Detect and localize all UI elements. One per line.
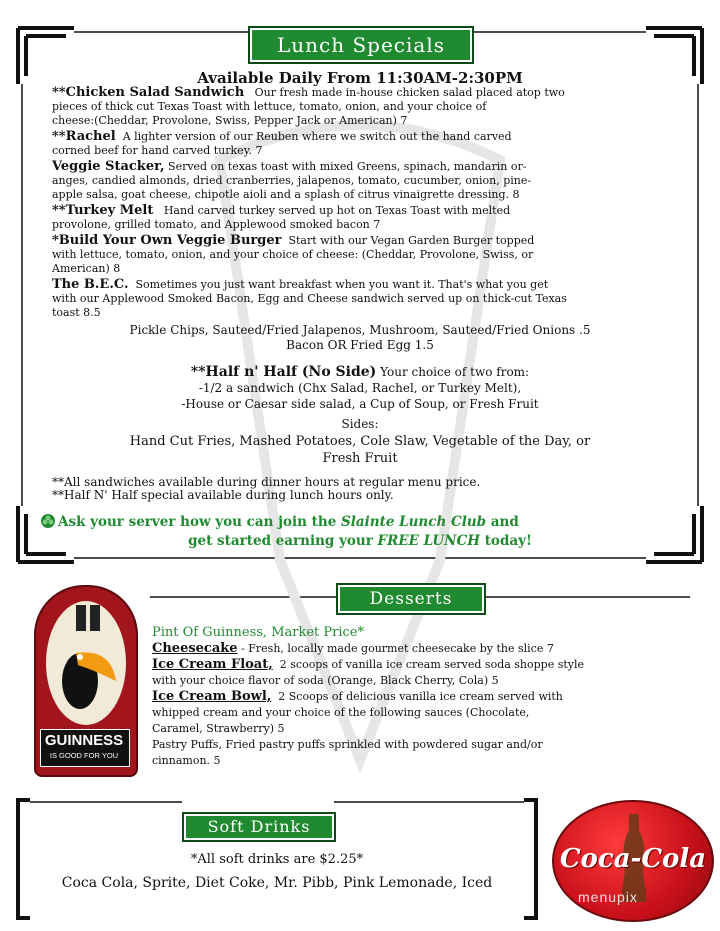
- note-line: **All sandwiches available during dinner hours at regular menu price.: [52, 475, 481, 489]
- soft-drinks-title: Soft Drinks: [207, 817, 311, 836]
- lunch-items: [52, 86, 682, 322]
- item-desc-line: with your choice flavor of soda (Orange, Black Cherry, Cola) 5: [152, 674, 499, 687]
- item-desc-line: provolone, grilled tomato, and Applewood smoked bacon 7: [52, 218, 381, 231]
- item-name: **Rachel: [52, 129, 116, 144]
- club-text: today!: [480, 533, 532, 549]
- lunch-item: [52, 160, 682, 204]
- half-title: **Half n' Half (No Side): [190, 364, 377, 380]
- dessert-item: [152, 690, 692, 738]
- half-intro: Your choice of two from:: [380, 365, 530, 379]
- menupix-watermark: menupix: [578, 889, 638, 905]
- item-desc-line: Our fresh made in-house chicken salad placed atop two: [254, 86, 565, 99]
- item-desc-line: Served on texas toast with mixed Greens, spinach, mandarin or-: [168, 160, 527, 173]
- item-name: Veggie Stacker,: [52, 159, 165, 174]
- item-name: Ice Cream Bowl,: [152, 689, 272, 704]
- item-desc-line: anges, candied almonds, dried cranberries, jalapenos, tomato, cucumber, onion, pine-: [52, 174, 532, 187]
- item-desc-line: Start with our Vegan Garden Burger topped: [288, 234, 535, 247]
- item-desc-line: toast 8.5: [52, 306, 101, 319]
- lunch-specials-banner: [248, 26, 474, 64]
- item-name: Cheesecake: [152, 641, 238, 656]
- item-desc-line: cheese:(Cheddar, Provolone, Swiss, Pepper Jack or American) 7: [52, 114, 408, 127]
- lunch-item: [52, 278, 682, 322]
- item-desc-line: with our Applewood Smoked Bacon, Egg and Cheese sandwich served up on thick-cut Texas: [52, 292, 567, 305]
- item-desc-line: Sometimes you just want breakfast when you want it. That's what you get: [135, 278, 549, 291]
- item-desc-line: corned beef for hand carved turkey. 7: [52, 144, 263, 157]
- coca-cola-text: Coca-Cola: [559, 844, 707, 874]
- sides-line: Hand Cut Fries, Mashed Potatoes, Cole Slaw, Vegetable of the Day, or: [129, 434, 591, 449]
- dessert-items: [152, 642, 692, 770]
- half-line: -House or Caesar side salad, a Cup of Soup, or Fresh Fruit: [181, 397, 539, 411]
- toucan-icon: [36, 593, 136, 733]
- guinness-pint-line: Pint Of Guinness, Market Price*: [152, 625, 364, 640]
- item-desc-line: with lettuce, tomato, onion, and your choice of cheese: (Cheddar, Provolone, Swiss, or: [52, 248, 534, 261]
- clover-icon: [40, 513, 56, 529]
- item-name: **Chicken Salad Sandwich: [52, 85, 245, 100]
- lunch-club-line: [58, 514, 519, 530]
- item-desc-line: A lighter version of our Reuben where we switch out the hand carved: [122, 130, 512, 143]
- lunch-item: [52, 130, 682, 160]
- sides-line: Fresh Fruit: [322, 451, 398, 466]
- item-name: The B.E.C.: [52, 277, 129, 292]
- addons-line: Pickle Chips, Sauteed/Fried Jalapenos, Mushroom, Sauteed/Fried Onions .5: [129, 323, 591, 337]
- item-desc-line: - Fresh, locally made gourmet cheesecake by the slice 7: [241, 642, 554, 655]
- club-text: get started earning your: [188, 533, 378, 549]
- lunch-item: [52, 234, 682, 278]
- item-desc-line: Caramel, Strawberry) 5: [152, 722, 285, 735]
- item-desc-line: pieces of thick cut Texas Toast with lettuce, tomato, onion, and your choice of: [52, 100, 487, 113]
- item-desc-line: 2 scoops of vanilla ice cream served soda shoppe style: [279, 658, 585, 671]
- desserts-title: Desserts: [369, 589, 453, 609]
- addons-line: Bacon OR Fried Egg 1.5: [286, 338, 434, 352]
- lunch-item: [52, 204, 682, 234]
- item-desc-line: cinnamon. 5: [152, 754, 221, 767]
- availability-text: Available Daily From 11:30AM-2:30PM: [197, 69, 523, 87]
- club-text: and: [486, 514, 519, 530]
- club-text: Ask your server how you can join the: [58, 514, 342, 530]
- club-name: Slainte Lunch Club: [341, 514, 487, 530]
- item-desc-line: whipped cream and your choice of the following sauces (Chocolate,: [152, 706, 530, 719]
- desserts-banner: [336, 583, 486, 615]
- item-desc-line: 2 Scoops of delicious vanilla ice cream served with: [278, 690, 563, 703]
- soft-drinks-price: *All soft drinks are $2.25*: [190, 852, 364, 867]
- lunch-club-line: [60, 533, 660, 549]
- dessert-item: [152, 738, 692, 770]
- item-name: *Build Your Own Veggie Burger: [52, 233, 282, 248]
- free-lunch-text: FREE LUNCH: [377, 533, 480, 549]
- item-name: **Turkey Melt: [52, 203, 154, 218]
- dessert-item: [152, 658, 692, 690]
- half-line: -1/2 a sandwich (Chx Salad, Rachel, or Turkey Melt),: [198, 381, 522, 395]
- soft-drinks-banner: [182, 812, 336, 842]
- item-desc-line: apple salsa, goat cheese, chipotle aioli and a splash of citrus vinaigrette dressing. 8: [52, 188, 520, 201]
- guinness-tagline: IS GOOD FOR YOU: [49, 751, 119, 760]
- guinness-sign: [34, 585, 138, 777]
- lunch-title: Lunch Specials: [276, 33, 445, 57]
- sides-label: Sides:: [341, 417, 379, 431]
- item-desc-line: American) 8: [52, 262, 121, 275]
- guinness-brand: GUINNESS: [44, 732, 124, 749]
- lunch-item: [52, 86, 682, 130]
- soft-drinks-list: Coca Cola, Sprite, Diet Coke, Mr. Pibb, Pink Lemonade, Iced: [61, 875, 493, 891]
- item-name: Ice Cream Float,: [152, 657, 273, 672]
- item-desc-line: Hand carved turkey served up hot on Texas Toast with melted: [163, 204, 511, 217]
- item-desc-line: Pastry Puffs, Fried pastry puffs sprinkled with powdered sugar and/or: [152, 738, 543, 751]
- dessert-item: [152, 642, 692, 658]
- note-line: **Half N' Half special available during lunch hours only.: [52, 488, 394, 502]
